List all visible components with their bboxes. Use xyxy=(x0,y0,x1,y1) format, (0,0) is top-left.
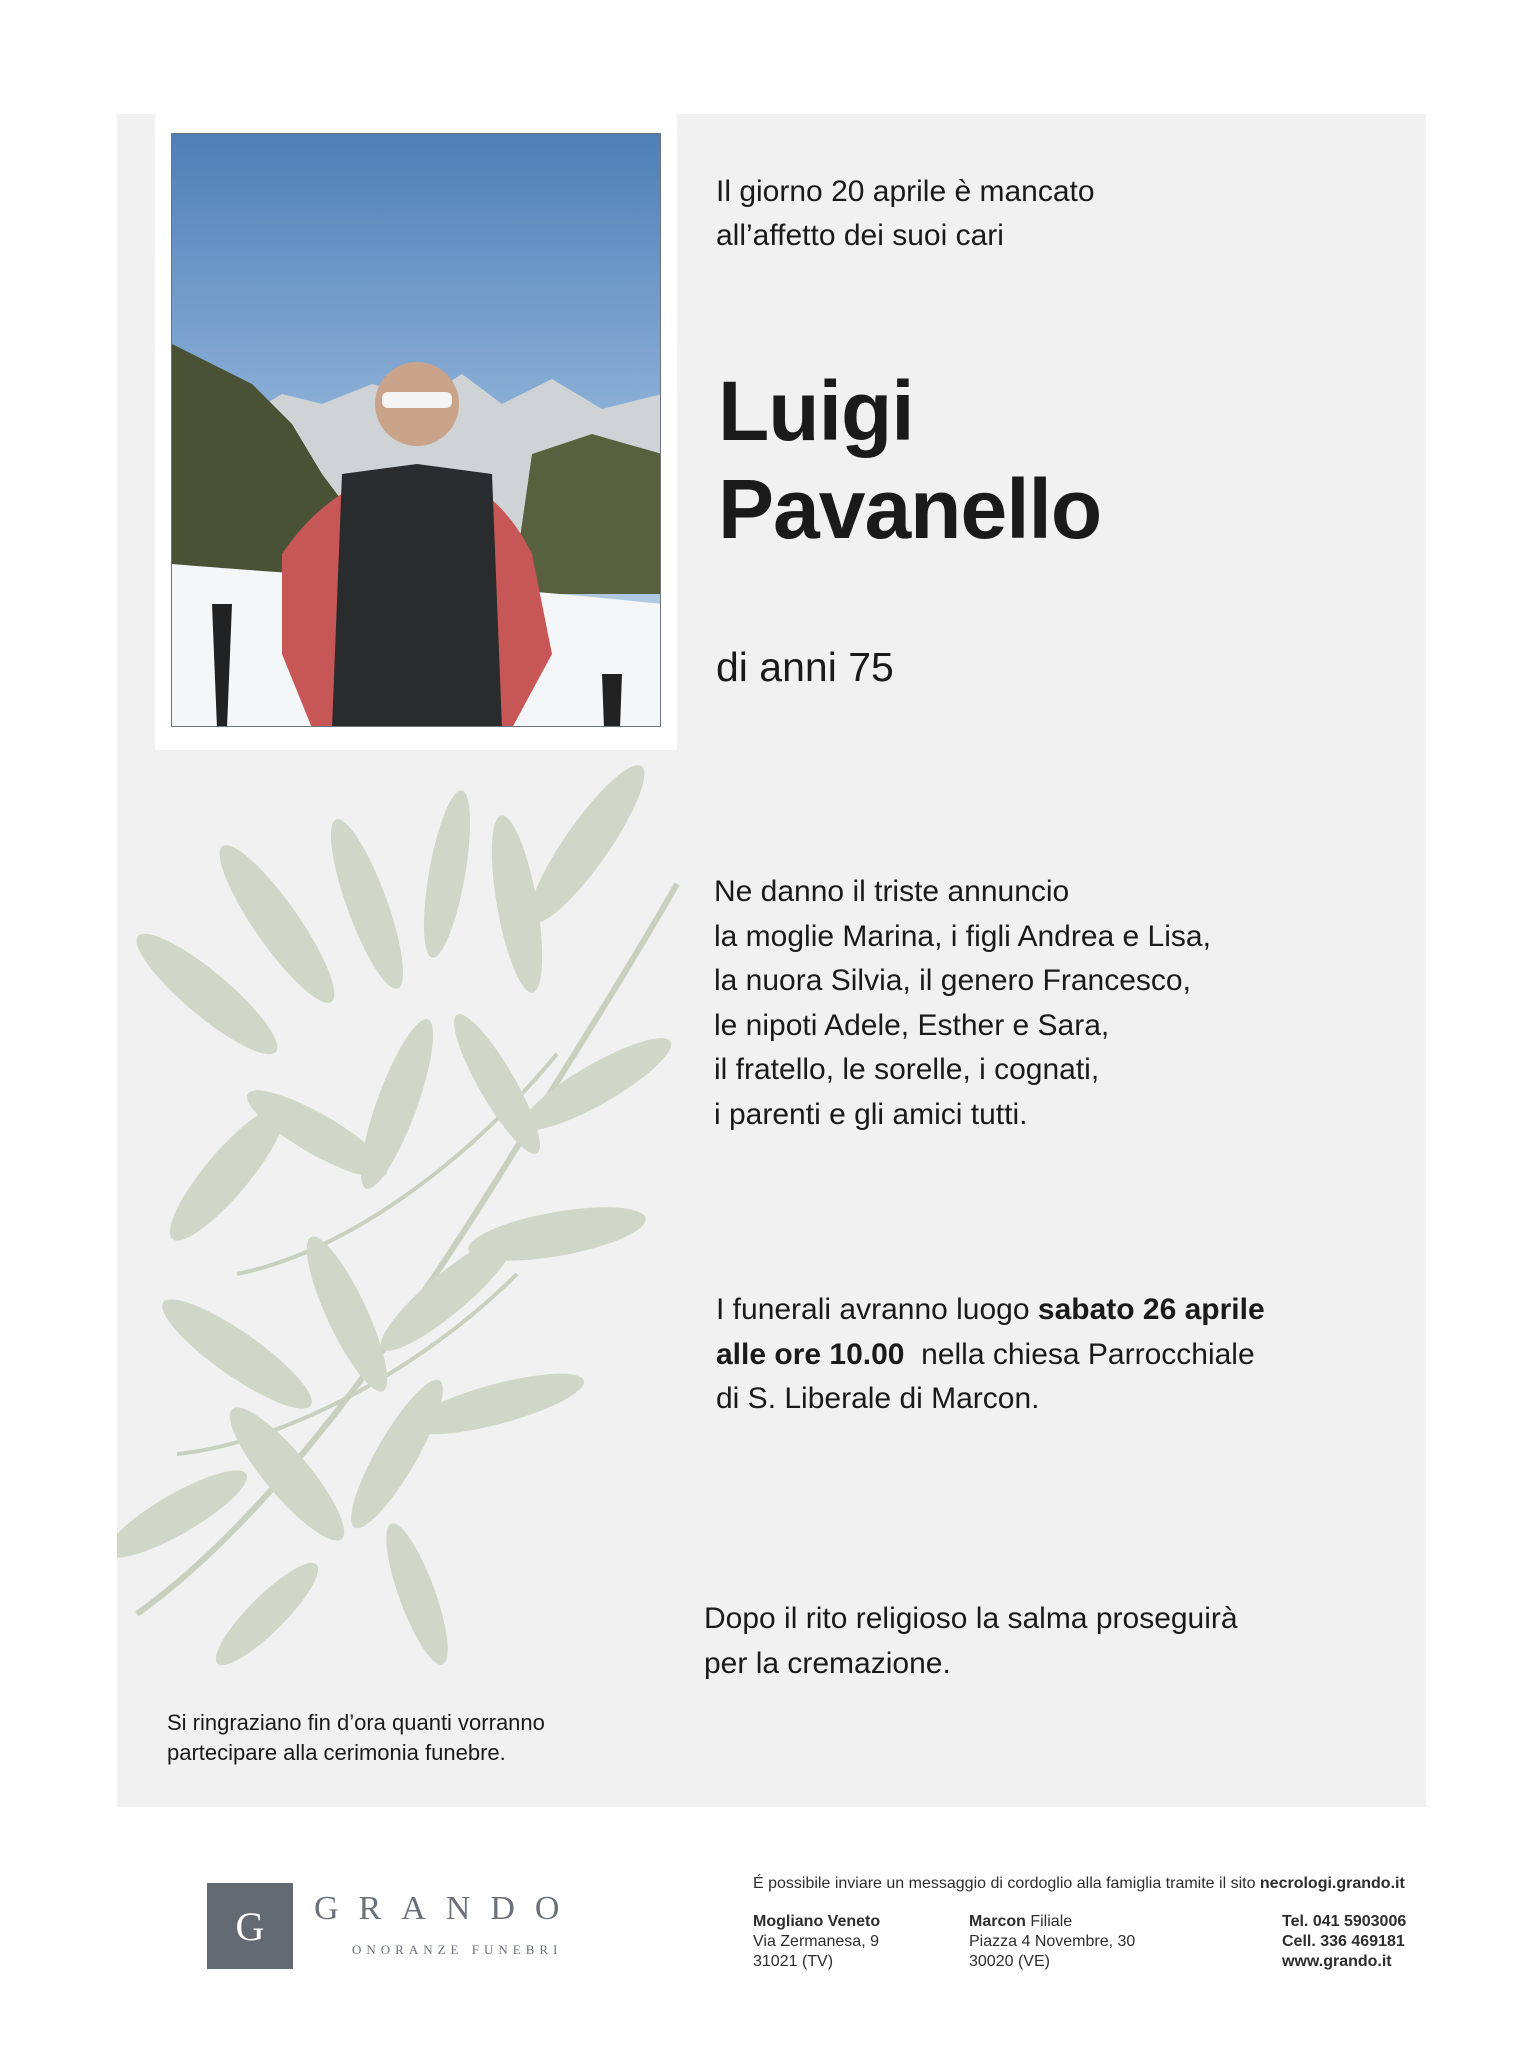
announcement-line: la nuora Silvia, il genero Francesco, xyxy=(714,964,1191,997)
age-text: di anni 75 xyxy=(716,644,894,690)
obituary-card xyxy=(117,114,1426,1807)
thanks-line-1: Si ringraziano fin d’ora quanti vorranno xyxy=(167,1710,545,1735)
logo-wordmark: GRANDO xyxy=(314,1890,580,1927)
footer-site-link[interactable]: necrologi.grando.it xyxy=(1259,1875,1405,1892)
announcement-line: la moglie Marina, i figli Andrea e Lisa, xyxy=(714,919,1211,953)
person-portrait-icon xyxy=(172,134,661,727)
office-name: Marcon xyxy=(969,1913,1026,1930)
funeral-line-1a: I funerali avranno luogo xyxy=(716,1293,1038,1326)
office-city: 31021 (TV) xyxy=(753,1953,834,1970)
funeral-time: alle ore 10.00 xyxy=(716,1337,905,1371)
intro-line-2: all’affetto dei suoi cari xyxy=(716,219,1004,252)
office-street: Piazza 4 Novembre, 30 xyxy=(969,1933,1136,1950)
deceased-name xyxy=(718,362,1101,558)
first-name: Luigi xyxy=(718,364,914,458)
logo-subtitle: ONORANZE FUNEBRI xyxy=(352,1942,563,1957)
office-mogliano xyxy=(753,1912,880,1972)
thanks-text xyxy=(167,1708,545,1768)
office-name: Mogliano Veneto xyxy=(753,1913,881,1930)
footer-message-text: É possibile inviare un messaggio di cordoglio alla famiglia tramite il sito xyxy=(753,1875,1260,1892)
announcement-text xyxy=(714,870,1211,1137)
website-link[interactable]: www.grando.it xyxy=(1282,1953,1392,1970)
office-suffix: Filiale xyxy=(1025,1913,1073,1930)
logo-letter: G xyxy=(235,1903,265,1949)
logo-box xyxy=(207,1883,293,1969)
intro-text xyxy=(716,170,1095,258)
cremation-line-1: Dopo il rito religioso la salma proseguirà xyxy=(704,1602,1238,1635)
last-name: Pavanello xyxy=(718,462,1102,556)
phone-number[interactable]: Tel. 041 5903006 xyxy=(1282,1913,1407,1930)
thanks-line-2: partecipare alla cerimonia funebre. xyxy=(167,1740,506,1765)
funeral-date: sabato 26 aprile xyxy=(1037,1293,1265,1326)
intro-line-1: Il giorno 20 aprile è mancato xyxy=(716,175,1095,208)
announcement-line: le nipoti Adele, Esther e Sara, xyxy=(714,1008,1110,1042)
olive-branch-icon xyxy=(117,754,737,1714)
contacts xyxy=(1282,1912,1406,1972)
cremation-line-2: per la cremazione. xyxy=(704,1647,951,1680)
portrait-photo xyxy=(171,133,661,727)
office-marcon xyxy=(969,1912,1135,1972)
office-street: Via Zermanesa, 9 xyxy=(753,1933,879,1950)
announcement-line: Ne danno il triste annuncio xyxy=(714,875,1070,908)
announcement-line: il fratello, le sorelle, i cognati, xyxy=(714,1053,1100,1086)
funeral-line-3: di S. Liberale di Marcon. xyxy=(716,1382,1040,1415)
announcement-line: i parenti e gli amici tutti. xyxy=(714,1097,1028,1131)
cremation-text xyxy=(704,1596,1238,1686)
office-city: 30020 (VE) xyxy=(969,1953,1050,1970)
funeral-line-2b: nella chiesa Parrocchiale xyxy=(904,1337,1255,1371)
mobile-number[interactable]: Cell. 336 469181 xyxy=(1282,1933,1405,1950)
footer-message xyxy=(753,1874,1405,1894)
funeral-info xyxy=(716,1288,1265,1422)
